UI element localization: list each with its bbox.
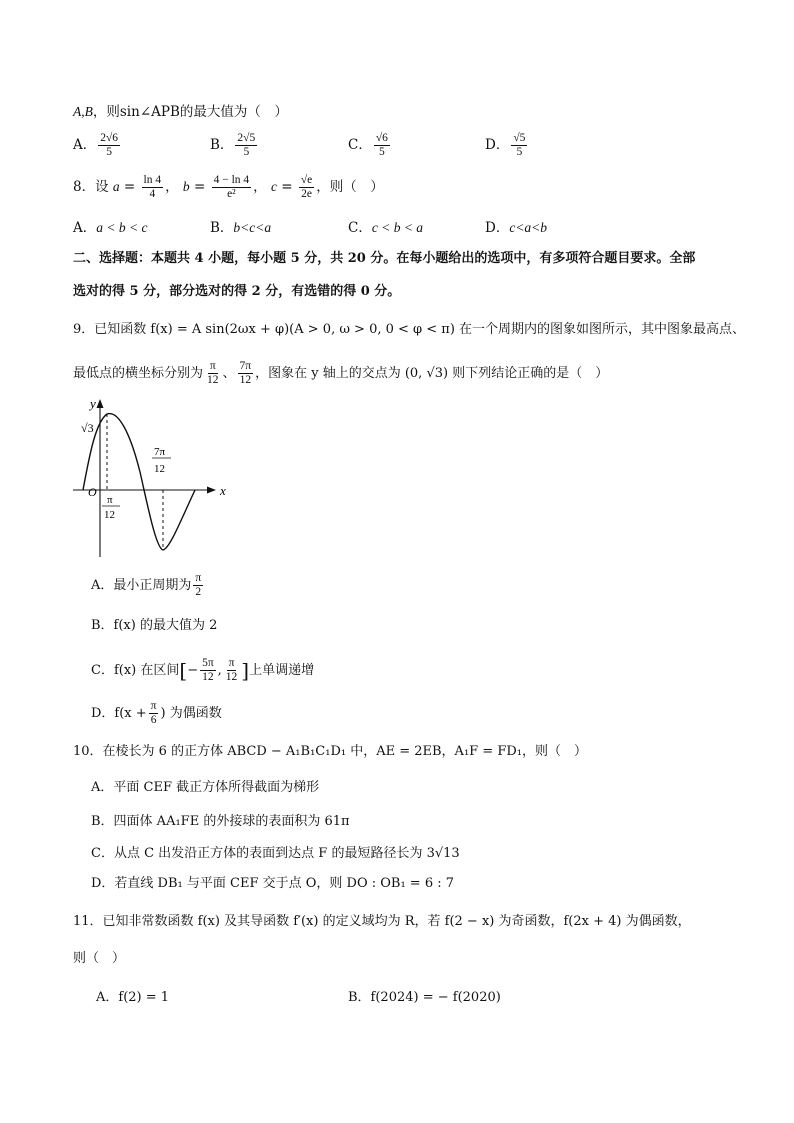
fraction: $\frac{√5}{5}$ — [513, 132, 526, 158]
fraction: $\frac{\pi}{12}$ — [225, 657, 238, 683]
q9-stem-line1: 9．已知函数 f(x) = A sin(2ωx + φ)(A > 0, ω > 0, 0 < φ < π) 在一个周期内的图象如图所示，其中图象最高点、 — [73, 322, 746, 337]
var-b: b — [182, 179, 190, 194]
y-value-label: √3 — [81, 421, 94, 435]
fraction: $\frac{\ln 4}{4}$ — [143, 174, 162, 200]
tick1-num: π — [107, 494, 113, 506]
tick1-den: 12 — [104, 509, 115, 521]
q7-option-c[interactable]: C． $\frac{√6}{5}$ — [348, 132, 388, 158]
var-c: c — [270, 179, 277, 194]
q10-option-c[interactable]: C．从点 C 出发沿正方体的表面到达点 F 的最短路径长为 3√13 — [91, 846, 460, 861]
fraction: $\frac{\pi}{12}$ — [207, 360, 219, 386]
q10-option-d[interactable]: D．若直线 DB₁ 与平面 CEF 交于点 O，则 DO : OB₁ = 6 : 7 — [91, 876, 455, 891]
q9-option-d[interactable]: D．f(x + $\frac{\pi}{6}$ ) 为偶函数 — [91, 700, 222, 726]
q7-option-b[interactable]: B． $\frac{2√5}{5}$ — [210, 132, 256, 158]
y-axis-arrow-icon — [97, 399, 104, 408]
fraction: $\frac{7\pi}{12}$ — [239, 360, 252, 386]
q11-stem-line1: 11．已知非常数函数 f(x) 及其导函数 f′(x) 的定义域均为 R，若 f(2 − x) 为奇函数，f(2x + 4) 为偶函数， — [73, 914, 691, 929]
q11-option-b[interactable]: B．f(2024) = − f(2020) — [348, 990, 501, 1005]
q8-option-d[interactable]: D．c<a<b — [485, 220, 548, 236]
q10-option-b[interactable]: B．四面体 AA₁FE 的外接球的表面积为 61π — [91, 814, 350, 829]
section-heading-line1: 二、选择题：本题共 4 小题，每小题 5 分，共 20 分。在每小题给出的选项中，有多项符合题目要求。全部 — [73, 251, 696, 266]
q9-sine-graph — [70, 392, 230, 562]
q7-option-d[interactable]: D． $\frac{√5}{5}$ — [485, 132, 526, 158]
tick2-num: 7π — [154, 446, 166, 458]
x-axis-arrow-icon — [207, 487, 216, 494]
q10-stem: 10．在棱长为 6 的正方体 ABCD − A₁B₁C₁D₁ 中，AE = 2EB，A₁F = FD₁，则（ ） — [73, 744, 587, 759]
tick2-den: 12 — [154, 463, 165, 475]
fraction: $\frac{5\pi}{12}$ — [202, 657, 214, 683]
q8-option-c[interactable]: C．c < b < a — [348, 220, 424, 236]
q7-stem — [73, 102, 288, 122]
q11-option-a[interactable]: A．f(2) = 1 — [96, 990, 170, 1005]
y-label: y — [90, 396, 96, 411]
fraction: $\frac{4 - \ln 4}{\text{e²}}$ — [213, 174, 250, 200]
section-heading-line2: 选对的得 5 分，部分选对的得 2 分，有选错的得 0 分。 — [73, 284, 401, 299]
fraction: $\frac{\pi}{6}$ — [150, 700, 157, 726]
x-label: x — [220, 483, 226, 498]
q8-option-b[interactable]: B．b<c<a — [210, 220, 272, 236]
q9-option-c[interactable]: C．f(x) 在区间[− $\frac{5\pi}{12}$ , $\frac{\pi}{12}$ ]上单调递增 — [91, 657, 315, 683]
fraction: $\frac{√6}{5}$ — [375, 132, 388, 158]
fraction: $\frac{√e}{2e}$ — [300, 174, 313, 200]
fraction: $\frac{2√5}{5}$ — [237, 132, 256, 158]
q9-stem-line2: 最低点的横坐标分别为 $\frac{\pi}{12}$ 、 $\frac{7\pi}{12}$ ，图象在 y 轴上的交点为 (0, √3) 则下列结论正确的是（ ） — [73, 360, 609, 386]
fraction: $\frac{2√6}{5}$ — [100, 132, 119, 158]
q9-option-b[interactable]: B．f(x) 的最大值为 2 — [91, 618, 218, 633]
q8-stem: 8．设 a = $\frac{\ln 4}{4}$ ， b = $\frac{4 - \ln 4}{\text{e²}}$ ， c = $\frac{√e}{2e}$ ，则（ ） — [73, 174, 384, 200]
fraction: $\frac{\pi}{2}$ — [195, 572, 202, 598]
q7-text: ，则sin∠APB的最大值为（ ） — [92, 104, 288, 120]
q11-stem-line2: 则（ ） — [73, 951, 126, 966]
origin-label: O — [88, 485, 97, 499]
q8-option-a[interactable]: A．a < b < c — [73, 220, 148, 236]
q10-option-a[interactable]: A．平面 CEF 截正方体所得截面为梯形 — [91, 780, 320, 795]
q9-option-a[interactable]: A．最小正周期为 $\frac{\pi}{2}$ — [91, 572, 202, 598]
q7-option-a[interactable]: A． $\frac{2√6}{5}$ — [73, 132, 119, 158]
q7-points: A,B — [73, 104, 93, 119]
var-a: a — [112, 179, 120, 194]
